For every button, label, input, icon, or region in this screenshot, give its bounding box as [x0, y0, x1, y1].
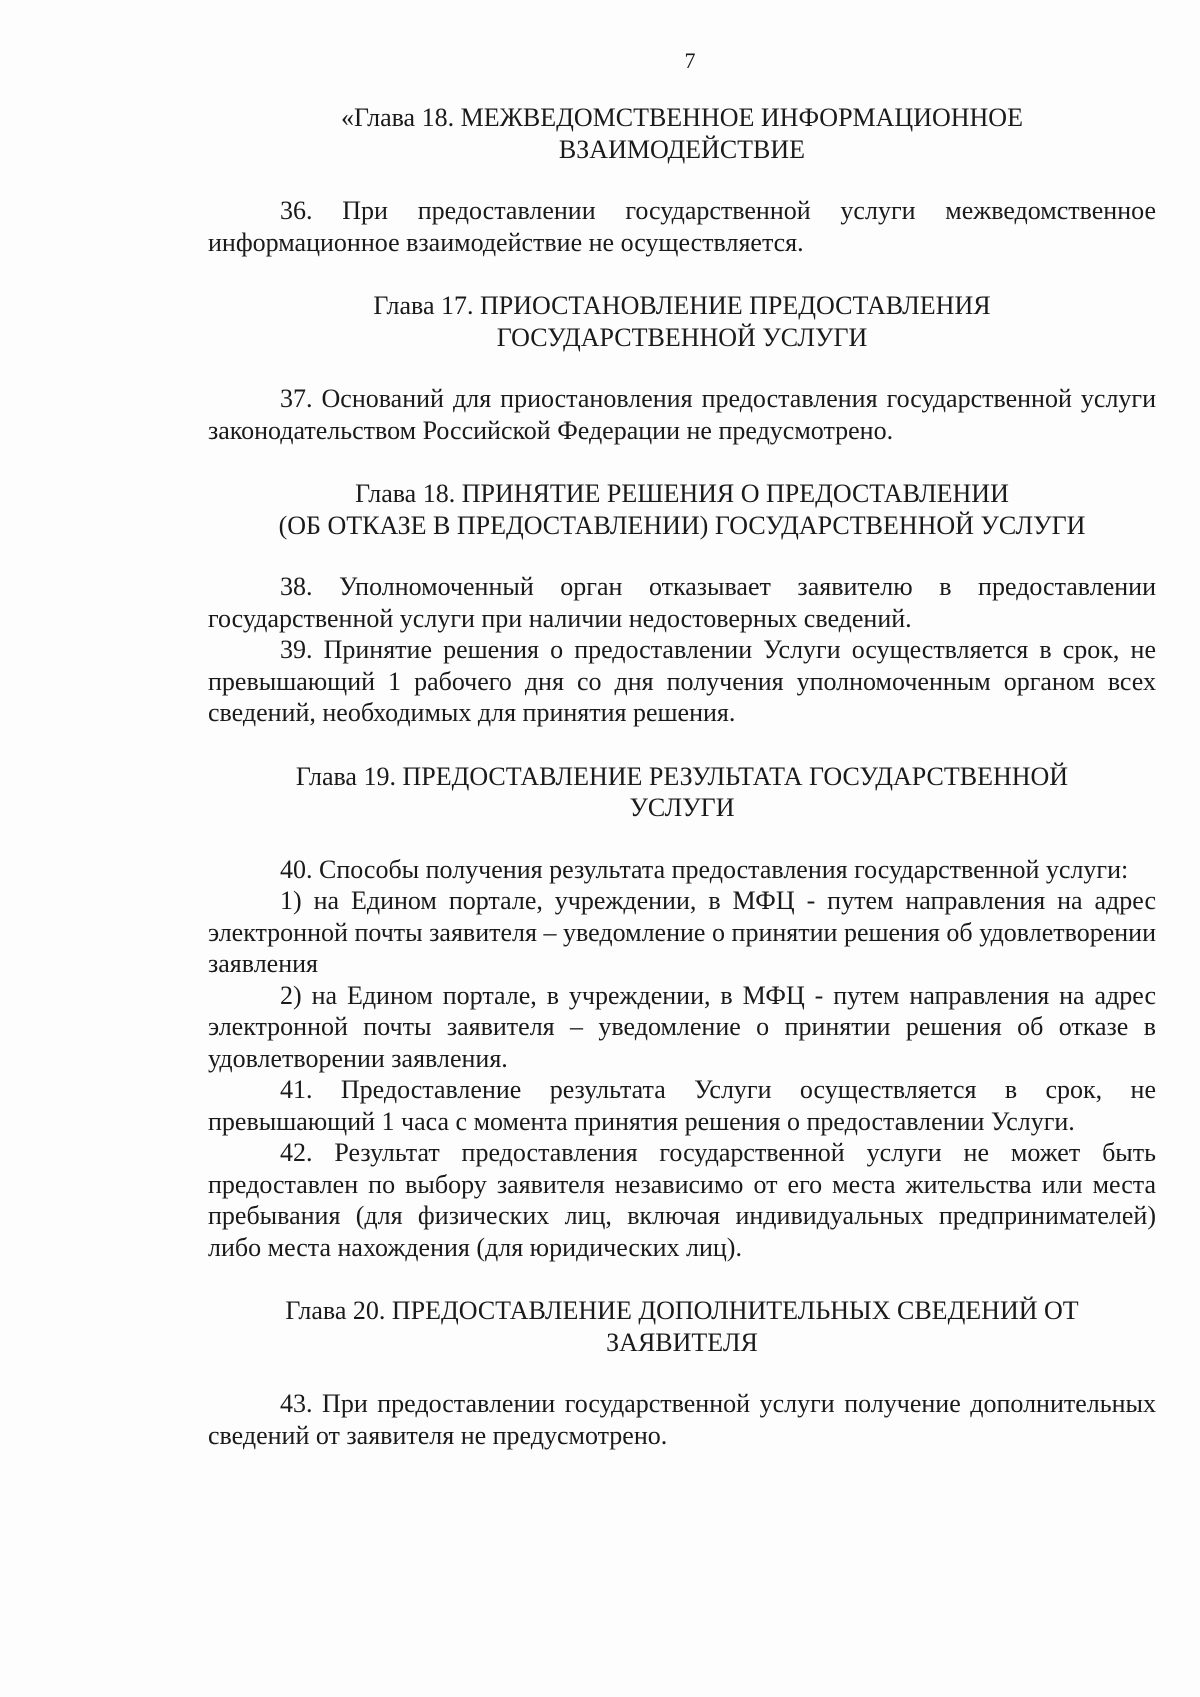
paragraph-37: 37. Оснований для приостановления предоставления государственной услуги законодательством Российской Федерации не предусмотрено. [208, 384, 1156, 445]
section-interagency [208, 102, 1156, 258]
section-suspension [208, 290, 1156, 446]
chapter-heading-line: Глава 18. ПРИНЯТИЕ РЕШЕНИЯ О ПРЕДОСТАВЛЕНИИ [355, 479, 1009, 508]
chapter-heading [208, 1295, 1156, 1358]
paragraph-43: 43. При предоставлении государственной услуги получение дополнительных сведений от заявителя не предусмотрено. [208, 1389, 1156, 1450]
section-decision [208, 478, 1156, 729]
paragraph-40: 40. Способы получения результата предоставления государственной услуги: [280, 854, 1129, 884]
paragraph-41: 41. Предоставление результата Услуги осуществляется в срок, не превышающий 1 часа с момента принятия решения о предоставлении Услуги. [208, 1075, 1156, 1136]
chapter-heading-line: «Глава 18. МЕЖВЕДОМСТВЕННОЕ ИНФОРМАЦИОННОЕ [341, 103, 1023, 132]
chapter-heading-line: УСЛУГИ [629, 793, 735, 822]
chapter-heading-line: Глава 17. ПРИОСТАНОВЛЕНИЕ ПРЕДОСТАВЛЕНИЯ [373, 291, 991, 320]
section-additional-info [208, 1295, 1156, 1451]
paragraph-40-item-1: 1) на Едином портале, учреждении, в МФЦ - путем направления на адрес электронной почты заявителя – уведомление о принятии решения об удовлетворении заявления [208, 886, 1156, 978]
paragraph-42: 42. Результат предоставления государственной услуги не может быть предоставлен по выбору заявителя независимо от его места жительства или места пребывания (для физических лиц, включая индивидуальных предпринимателей) либо места нахождения (для юридических лиц). [208, 1138, 1156, 1262]
chapter-heading-line: (ОБ ОТКАЗЕ В ПРЕДОСТАВЛЕНИИ) ГОСУДАРСТВЕННОЙ УСЛУГИ [278, 510, 1086, 540]
chapter-heading-line: ГОСУДАРСТВЕННОЙ УСЛУГИ [496, 322, 868, 352]
chapter-heading [208, 761, 1156, 824]
document-body [208, 102, 1156, 1451]
chapter-heading [208, 290, 1156, 353]
paragraph-40-item-2: 2) на Едином портале, в учреждении, в МФЦ - путем направления на адрес электронной почты заявителя – уведомление о принятии решения об отказе в удовлетворении заявления. [208, 980, 1156, 1073]
chapter-heading-line: Глава 20. ПРЕДОСТАВЛЕНИЕ ДОПОЛНИТЕЛЬНЫХ СВЕДЕНИЙ ОТ [285, 1296, 1079, 1325]
chapter-heading-line: ЗАЯВИТЕЛЯ [606, 1327, 758, 1357]
chapter-heading [208, 478, 1156, 541]
paragraph-36: 36. При предоставлении государственной услуги межведомственное информационное взаимодействие не осуществляется. [208, 196, 1156, 257]
chapter-heading-line: Глава 19. ПРЕДОСТАВЛЕНИЕ РЕЗУЛЬТАТА ГОСУДАРСТВЕННОЙ [295, 761, 1069, 791]
chapter-heading-line: ВЗАИМОДЕЙСТВИЕ [558, 134, 806, 164]
page-number: 7 [684, 48, 696, 73]
chapter-heading [208, 102, 1156, 165]
paragraph-38: 38. Уполномоченный орган отказывает заявителю в предоставлении государственной услуги при наличии недостоверных сведений. [208, 572, 1156, 633]
paragraph-39: 39. Принятие решения о предоставлении Услуги осуществляется в срок, не превышающий 1 рабочего дня со дня получения уполномоченным органом всех сведений, необходимых для принятия решения. [208, 635, 1156, 727]
section-result [208, 761, 1156, 1264]
